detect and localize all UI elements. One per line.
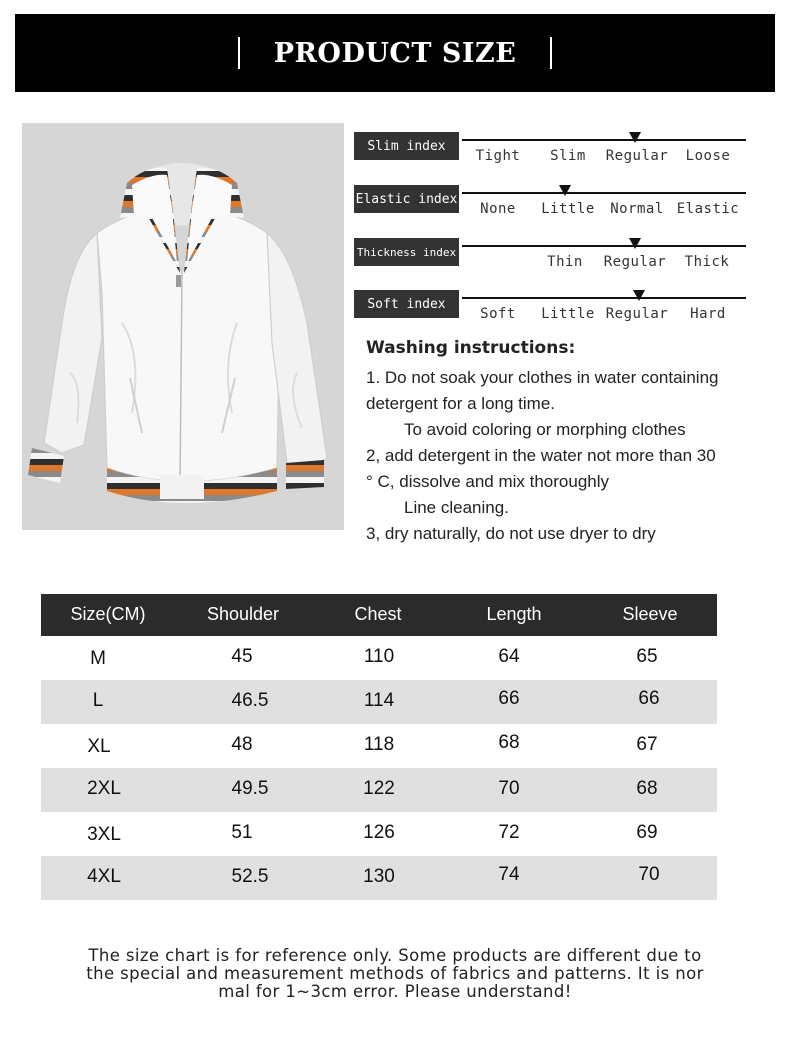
cell-shoulder: 45 bbox=[231, 646, 253, 667]
product-photo bbox=[22, 123, 344, 530]
index-option: Elastic bbox=[676, 201, 740, 217]
cell-shoulder: 49.5 bbox=[231, 778, 269, 799]
index-option: Normal bbox=[610, 201, 664, 217]
index-scale-line bbox=[462, 245, 746, 247]
index-option: Tight bbox=[475, 148, 521, 164]
title-banner bbox=[15, 14, 775, 92]
selected-marker-icon bbox=[629, 238, 641, 249]
size-chart-disclaimer bbox=[0, 947, 790, 1001]
footnote-line: the special and measurement methods of fabrics and patterns. It is nor bbox=[86, 964, 704, 983]
header-length: Length bbox=[486, 604, 542, 624]
selected-marker-icon bbox=[559, 185, 571, 196]
cell-length: 68 bbox=[498, 732, 520, 753]
cell-shoulder: 46.5 bbox=[231, 690, 269, 711]
table-row bbox=[41, 680, 717, 724]
cell-sleeve: 68 bbox=[636, 778, 658, 799]
cell-sleeve: 67 bbox=[636, 734, 658, 755]
washing-line: Line cleaning. bbox=[404, 498, 509, 517]
index-label: Thickness index bbox=[354, 238, 459, 266]
cell-sleeve: 69 bbox=[636, 822, 658, 843]
index-slim bbox=[354, 130, 746, 178]
footnote-line: mal for 1~3cm error. Please understand! bbox=[218, 982, 572, 1001]
washing-line: To avoid coloring or morphing clothes bbox=[404, 420, 686, 439]
table-row bbox=[41, 856, 717, 900]
index-label: Soft index bbox=[354, 290, 459, 318]
divider-right bbox=[550, 37, 552, 69]
cell-length: 74 bbox=[498, 864, 520, 885]
washing-line: 2, add detergent in the water not more than 30 bbox=[366, 446, 716, 465]
cell-size: XL bbox=[87, 736, 111, 757]
index-label: Slim index bbox=[354, 132, 459, 160]
cell-size: 3XL bbox=[87, 824, 121, 845]
cell-length: 66 bbox=[498, 688, 520, 709]
cell-chest: 122 bbox=[363, 778, 395, 799]
header-chest: Chest bbox=[354, 604, 402, 624]
cell-shoulder: 51 bbox=[231, 822, 253, 843]
index-option: Regular bbox=[605, 148, 669, 164]
cell-chest: 118 bbox=[363, 734, 395, 755]
table-row bbox=[41, 812, 717, 856]
cell-sleeve: 66 bbox=[638, 688, 660, 709]
cell-size: M bbox=[90, 648, 106, 669]
cell-chest: 130 bbox=[363, 866, 395, 887]
cell-length: 70 bbox=[498, 778, 520, 799]
cell-shoulder: 48 bbox=[231, 734, 253, 755]
cell-size: 2XL bbox=[87, 778, 121, 799]
cell-sleeve: 70 bbox=[638, 864, 660, 885]
cell-length: 64 bbox=[498, 646, 520, 667]
index-scale-line bbox=[462, 192, 746, 194]
table-row bbox=[41, 636, 717, 680]
table-header bbox=[41, 594, 717, 636]
index-label: Elastic index bbox=[354, 185, 459, 213]
index-elastic bbox=[354, 183, 746, 231]
cell-chest: 126 bbox=[363, 822, 395, 843]
banner-title: PRODUCT SIZE bbox=[273, 37, 517, 69]
washing-line: 1. Do not soak your clothes in water containing bbox=[366, 368, 719, 387]
cell-chest: 110 bbox=[363, 646, 395, 667]
washing-title: Washing instructions: bbox=[366, 338, 576, 358]
header-size: Size(CM) bbox=[70, 604, 146, 624]
index-option: Regular bbox=[603, 254, 667, 270]
table-row bbox=[41, 768, 717, 812]
jacket-illustration bbox=[22, 123, 344, 530]
index-option: Little bbox=[541, 306, 595, 322]
cell-size: 4XL bbox=[87, 866, 121, 887]
table-row bbox=[41, 724, 717, 768]
selected-marker-icon bbox=[633, 290, 645, 301]
index-option: Thick bbox=[684, 254, 730, 270]
cell-chest: 114 bbox=[363, 690, 395, 711]
index-option: None bbox=[480, 201, 516, 217]
washing-line: detergent for a long time. bbox=[366, 394, 556, 413]
size-table bbox=[41, 594, 717, 900]
divider-left bbox=[238, 37, 240, 69]
selected-marker-icon bbox=[629, 132, 641, 143]
index-scale-line bbox=[462, 297, 746, 299]
index-thickness bbox=[354, 236, 746, 284]
index-option: Loose bbox=[685, 148, 731, 164]
cell-shoulder: 52.5 bbox=[231, 866, 269, 887]
index-option: Soft bbox=[480, 306, 516, 322]
header-sleeve: Sleeve bbox=[622, 604, 678, 624]
index-option: Regular bbox=[605, 306, 669, 322]
index-option: Slim bbox=[550, 148, 586, 164]
header-shoulder: Shoulder bbox=[206, 604, 280, 624]
washing-line: ° C, dissolve and mix thoroughly bbox=[366, 472, 610, 491]
index-soft bbox=[354, 288, 746, 336]
index-option: Hard bbox=[690, 306, 726, 322]
washing-line: 3, dry naturally, do not use dryer to dry bbox=[366, 524, 656, 543]
index-option: Little bbox=[541, 201, 595, 217]
index-scale-line bbox=[462, 139, 746, 141]
cell-sleeve: 65 bbox=[636, 646, 658, 667]
index-option: Thin bbox=[547, 254, 583, 270]
cell-size: L bbox=[92, 690, 104, 711]
footnote-line: The size chart is for reference only. Some products are different due to bbox=[88, 946, 702, 965]
cell-length: 72 bbox=[498, 822, 520, 843]
